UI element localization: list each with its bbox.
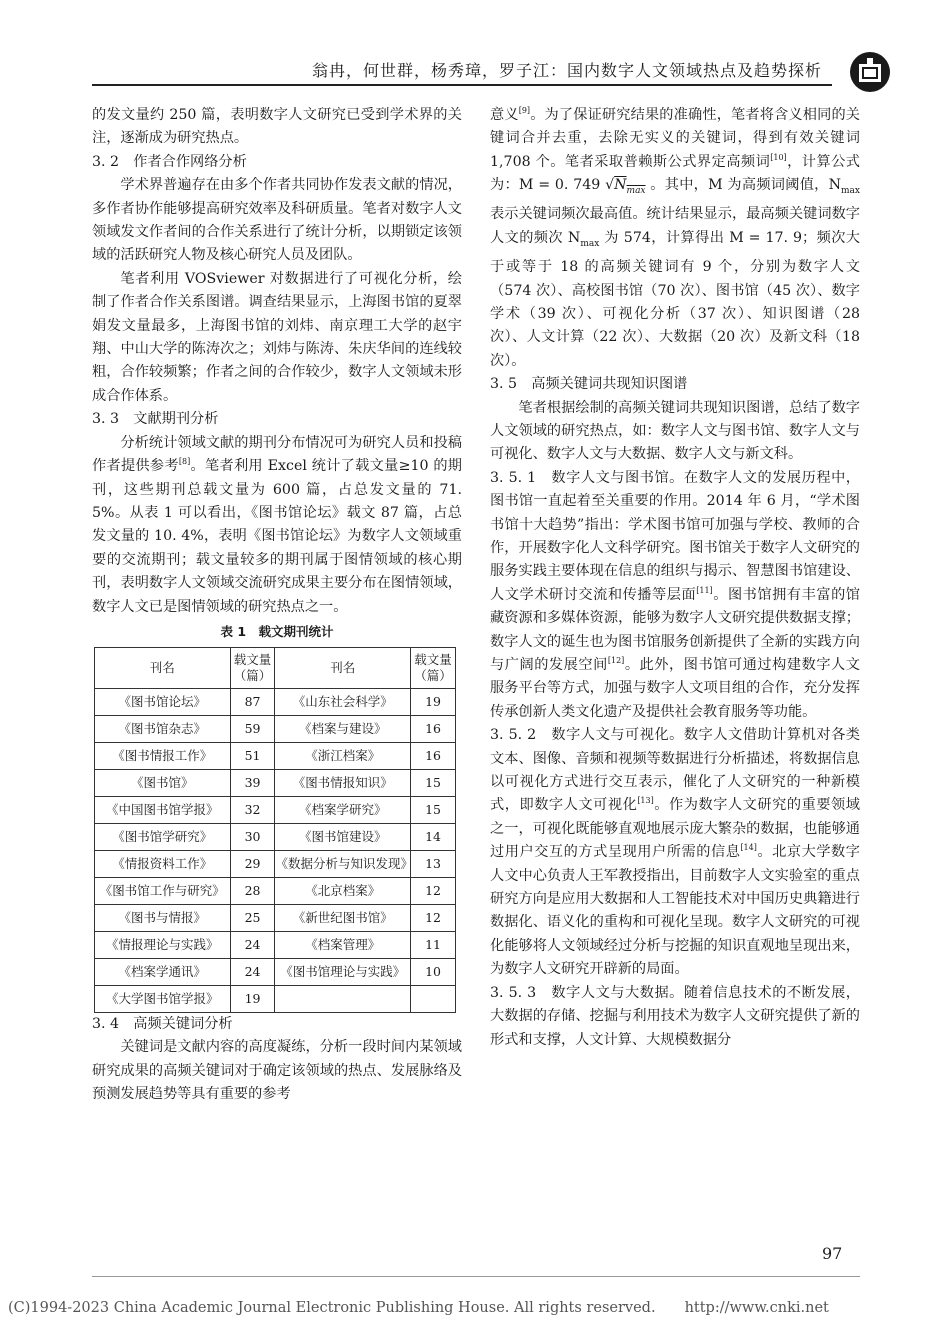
table-cell: 51	[230, 742, 275, 769]
table-cell: 19	[230, 985, 275, 1012]
column-header-name: 刊名	[95, 647, 231, 688]
table-row	[95, 850, 456, 877]
copyright-footer: (C)1994-2023 China Academic Journal Electronic Publishing House. All rights reserved. http://www.cnki.net	[8, 1300, 829, 1316]
table-cell: 《图书馆杂志》	[95, 715, 231, 742]
table-cell: 15	[411, 796, 456, 823]
table-row	[95, 931, 456, 958]
citation: [8]	[178, 457, 191, 467]
table-cell: 12	[411, 877, 456, 904]
left-column	[92, 104, 462, 1107]
formula-sub: max	[841, 186, 860, 197]
section-heading-3-4: 3. 4 高频关键词分析	[92, 1015, 233, 1032]
formula-sub: max	[580, 238, 600, 249]
table-caption: 表 1 载文期刊统计	[220, 623, 334, 639]
table-row	[95, 715, 456, 742]
table-cell: 13	[411, 850, 456, 877]
table-cell: 《大学图书馆学报》	[95, 985, 231, 1012]
table-cell: 《情报理论与实践》	[95, 931, 231, 958]
paragraph	[490, 724, 860, 981]
table-cell: 39	[230, 769, 275, 796]
paragraph: 3. 5. 3 数字人文与大数据。随着信息技术的不断发展，大数据的存储、挖掘与利用技术为数字人文研究提供了新的形式和支撑，人文计算、大规模数据分	[490, 984, 860, 1048]
table-cell: 《浙江档案》	[275, 742, 411, 769]
table-cell: 《图书馆学研究》	[95, 823, 231, 850]
journal-seal-icon	[848, 50, 892, 94]
paragraph-text: 意义	[490, 107, 519, 123]
paragraph-text: 分析统计领域文献的期刊分布情况可为研究人员和投稿作者提供参考	[92, 434, 462, 475]
citation: [11]	[696, 585, 713, 595]
table-cell: 《图书与情报》	[95, 904, 231, 931]
footer-rule	[92, 1276, 860, 1277]
table-cell: 29	[230, 850, 275, 877]
citation: [10]	[770, 152, 787, 162]
paragraph-text: 。作为数字人文研究的重要领域之一，可视化既能够直观地展示庞大繁杂的数据，也能够通过用户交互的方式呈现用户所需的信息	[490, 797, 860, 861]
section-heading-3-3: 3. 3 文献期刊分析	[92, 411, 219, 428]
section-heading-3-2: 3. 2 作者合作网络分析	[92, 153, 247, 170]
paragraph-text: 。北京大学数字人文中心负责人王军教授指出，目前数字人文实验室的重点研究方向是应用大数据和人工智能技术对中国历史典籍进行数据化、语义化的重构和可视化呈现。数字人文研究的可视化能够将人文领域经过分析与挖掘的知识直观地呈现出来，为数字人文研究开辟新的局面。	[490, 844, 860, 978]
table-cell: 10	[411, 958, 456, 985]
table-row	[95, 796, 456, 823]
paragraph-text: 3. 5. 1 数字人文与图书馆。在数字人文的发展历程中，图书馆一直起着至关重要的作用。2014 年 6 月，“学术图书馆十大趋势”指出：学术图书馆可加强与学校、教师的合作，开展数字化人文科学研究。图书馆关于数字人文研究的服务实践主要体现在信息的组织与揭示、智慧图书馆建设、人文学术研讨交流和传播等层面	[490, 469, 860, 603]
paragraph-text: 为 574，计算得出 M = 17. 9；频次大于或等于 18 的高频关键词有 9 个，分别为数字人文（574 次）、高校图书馆（70 次）、图书馆（45 次）、数字学术（39 次）、可视化分析（37 次）、知识图谱（28 次）、人文计算（22 次）、大数据（20 次）及新文科（18 次）。	[490, 229, 860, 369]
table-row	[95, 688, 456, 715]
formula-radicand	[614, 177, 646, 197]
column-header-count	[230, 647, 275, 688]
table-cell: 《图书馆建设》	[275, 823, 411, 850]
paragraph	[92, 432, 462, 619]
paragraph-text: 。笔者利用 Excel 统计了载文量≥10 的期刊，这些期刊总载文量为 600 篇，占总发文量的 71. 5%。从表 1 可以看出，《图书馆论坛》载文 87 篇，占总发文量的 10. 4%，表明《图书馆论坛》为数字人文领域重要的交流期刊；载文量较多的期刊属于图情领域的核心期刊，表明数字人文领域交流研究成果主要分布在图情领域，数字人文已是图情领域的研究热点之一。	[92, 458, 462, 615]
table-cell: 16	[411, 715, 456, 742]
table-cell: 《档案管理》	[275, 931, 411, 958]
formula-text: ，计算公式为：M = 0. 749	[490, 153, 860, 194]
paragraph-text: 。为了保证研究结果的准确性，笔者将含义相同的关键词合并去重，去除无实义的关键词，得到有效关键词 1,708 个。笔者采取普赖斯公式界定高频词	[490, 107, 860, 170]
table-cell: 30	[230, 823, 275, 850]
paragraph	[490, 467, 860, 724]
table-cell: 《图书情报工作》	[95, 742, 231, 769]
table-cell: 《数据分析与知识发现》	[275, 850, 411, 877]
citation: [12]	[607, 656, 625, 665]
table-cell: 87	[230, 688, 275, 715]
citation: [14]	[740, 843, 757, 853]
table-cell: 24	[230, 958, 275, 985]
paragraph-text: 。图书馆拥有丰富的馆藏资源和多媒体资源，能够为数字人文研究提供数据支撑；数字人文的诞生也为图书馆服务创新提供了全新的实践方向与广阔的发展空间	[490, 586, 860, 673]
table-cell: 15	[411, 769, 456, 796]
table-row	[95, 985, 456, 1012]
table-cell: 《北京档案》	[275, 877, 411, 904]
table-cell: 12	[411, 904, 456, 931]
paragraph-text: 3. 5. 2 数字人文与可视化。数字人文借助计算机对各类文本、图像、音频和视频等数据进行分析描述，将数据信息以可视化方式进行交互表示，催化了人文研究的一种新模式，即数字人文可视化	[490, 727, 860, 814]
paragraph-text: 表示关键词频次最高值。统计结果显示，最高频关键词数字人文的频次 N	[490, 206, 860, 246]
table-cell: 11	[411, 931, 456, 958]
table-cell: 59	[230, 715, 275, 742]
header-line: 载文量	[233, 651, 272, 667]
table-cell: 《图书馆理论与实践》	[275, 958, 411, 985]
formula-var: N	[614, 177, 627, 194]
header-rule	[92, 84, 832, 86]
table-row	[95, 958, 456, 985]
header-line: 载文量	[414, 651, 452, 667]
table-cell: 《山东社会科学》	[275, 688, 411, 715]
table-row	[95, 742, 456, 769]
section-heading-3-5: 3. 5 高频关键词共现知识图谱	[490, 376, 688, 393]
paragraph: 笔者利用 VOSviewer 对数据进行了可视化分析，绘制了作者合作关系图谱。调查结果显示，上海图书馆的夏翠娟发文量最多，上海图书馆的刘炜、南京理工大学的赵宇翔、中山大学的陈涛次之；刘炜与陈涛、朱庆华间的连线较粗，合作较频繁；作者之间的合作较少，数字人文领域未形成合作体系。	[92, 270, 462, 404]
table-cell: 16	[411, 742, 456, 769]
table-cell: 《新世纪图书馆》	[275, 904, 411, 931]
running-header	[92, 48, 892, 92]
paragraph: 关键词是文献内容的高度凝练，分析一段时间内某领域研究成果的高频关键词对于确定该领域的热点、发展脉络及预测发展趋势等具有重要的参考	[92, 1039, 462, 1103]
table-cell: 28	[230, 877, 275, 904]
table-row	[95, 769, 456, 796]
table-cell: 《图书情报知识》	[275, 769, 411, 796]
table-row	[95, 904, 456, 931]
table-cell: 《档案学通讯》	[95, 958, 231, 985]
table-cell: 《档案与建设》	[275, 715, 411, 742]
table-row	[95, 823, 456, 850]
paragraph: 的发文量约 250 篇，表明数字人文研究已受到学术界的关注，逐渐成为研究热点。	[92, 107, 462, 147]
page-number: 97	[822, 1244, 843, 1263]
journal-table	[94, 647, 456, 1013]
citation: [9]	[518, 106, 531, 115]
table-cell: 19	[411, 688, 456, 715]
table-cell: 《情报资料工作》	[95, 850, 231, 877]
table-cell: 32	[230, 796, 275, 823]
paragraph: 笔者根据绘制的高频关键词共现知识图谱，总结了数字人文领域的研究热点，如：数字人文与图书馆、数字人文与可视化、数字人文与大数据、数字人文与新文科。	[490, 399, 860, 463]
table-header-row	[95, 647, 456, 688]
table-cell	[411, 985, 456, 1012]
table-row	[95, 877, 456, 904]
citation: [13]	[637, 796, 654, 806]
column-header-count	[411, 647, 456, 688]
formula-sub: max	[626, 186, 646, 197]
table-cell: 《图书馆论坛》	[95, 688, 231, 715]
paragraph	[490, 104, 860, 373]
table-cell: 14	[411, 823, 456, 850]
header-line: （篇）	[414, 667, 452, 683]
table-cell: 《中国图书馆学报》	[95, 796, 231, 823]
right-column	[490, 104, 860, 1052]
table-cell	[275, 985, 411, 1012]
column-header-name: 刊名	[275, 647, 411, 688]
table-cell: 24	[230, 931, 275, 958]
table-cell: 《图书馆》	[95, 769, 231, 796]
paragraph-text: 。其中，M 为高频词阈值，N	[645, 177, 842, 194]
header-line: （篇）	[233, 667, 272, 683]
running-header-title: 翁冉，何世群，杨秀璋，罗子江：国内数字人文领域热点及趋势探析	[311, 61, 822, 80]
table-cell: 《图书馆工作与研究》	[95, 877, 231, 904]
paragraph-text: 。此外，图书馆可通过构建数字人文服务平台等方式，加强与数字人文项目组的合作，充分发挥传承创新人类文化遗产及提供社会教育服务等功能。	[490, 657, 860, 720]
table-cell: 《档案学研究》	[275, 796, 411, 823]
paragraph: 学术界普遍存在由多个作者共同协作发表文献的情况，多作者协作能够提高研究效率及科研质量。笔者对数字人文领域发文作者间的合作关系进行了统计分析，以期锁定该领域的活跃研究人物及核心研究人员及团队。	[92, 177, 462, 264]
table-cell: 25	[230, 904, 275, 931]
sqrt-formula: $√N_{max}$	[605, 177, 646, 197]
